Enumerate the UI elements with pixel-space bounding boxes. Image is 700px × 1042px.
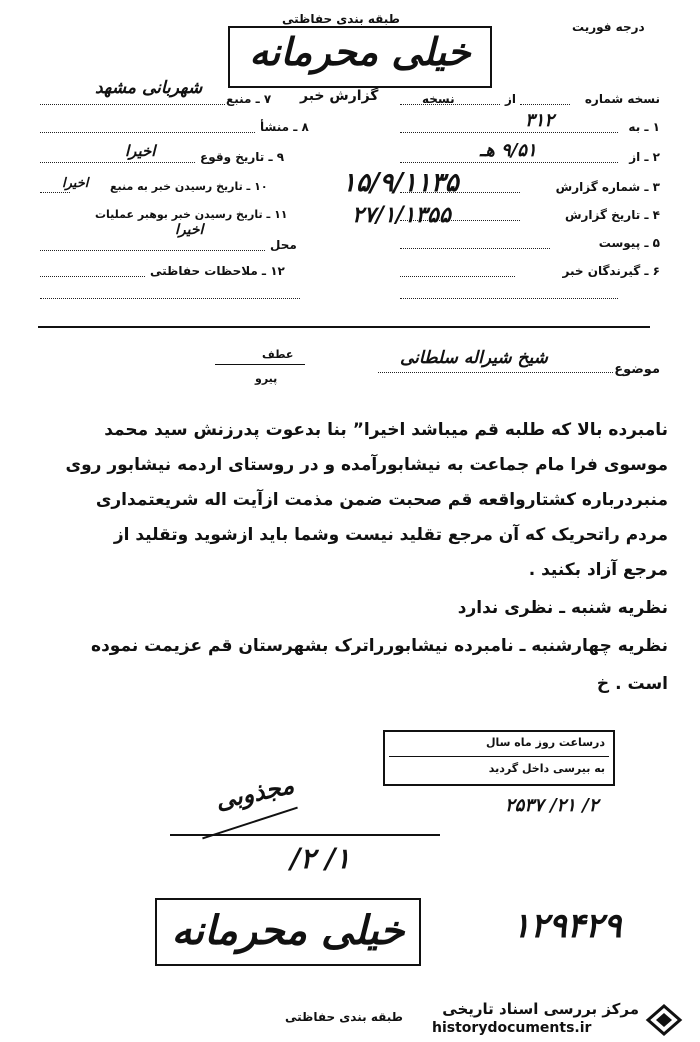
field-recipients-label: ۶ ـ گیرندگان خبر (562, 264, 660, 278)
subject-side-bottom: پیرو (255, 372, 278, 385)
urgency-label: درجه فوریت (572, 20, 645, 34)
opinion-saturday: نظریه شنبه ـ نظری ندارد (457, 598, 668, 618)
watermark-title: مرکز بررسی اسناد تاریخی (442, 1000, 639, 1018)
field-ops-received-value: اخیرا (175, 222, 204, 238)
field-copy-number-prefix: از (505, 92, 517, 106)
watermark (432, 1000, 694, 1040)
subject-side-top: عطف (262, 348, 294, 361)
field-origin-label: ۸ ـ منشأ (260, 120, 309, 134)
top-secret-stamp (228, 26, 492, 88)
field-occurrence-date-value: اخیرا (125, 142, 156, 160)
field-to-label: ۱ ـ به (628, 120, 660, 134)
field-attachment-label: ۵ ـ پیوست (598, 236, 660, 250)
body-line-1: نامبرده بالا که طلبه قم میباشد اخیرا” بنا بدعوت پدرزنش سید محمد (104, 420, 668, 440)
field-ops-received-label: ۱۱ ـ تاریخ رسیدن خبر بوهبر عملیات (95, 208, 288, 221)
field-report-date-label: ۴ ـ تاریخ گزارش (564, 208, 660, 222)
field-location-label: محل (270, 238, 297, 252)
body-line-4: مردم راتحریک که آن مرجع تقلید نیست وشما باید ازشوید وتقلید از (113, 525, 668, 545)
field-source-label: ۷ ـ منبع (226, 92, 272, 106)
top-secret-stamp-text: خیلی محرمانه (249, 29, 471, 74)
signature-underline (170, 834, 440, 836)
field-source-value: شهربانی مشهد (95, 78, 203, 98)
field-to-value: ۳۱۲ (525, 110, 555, 131)
field-security-notes-label: ۱۲ ـ ملاحظات حفاظتی (150, 264, 285, 278)
field-copy-number-suffix: نسخه (422, 92, 455, 106)
handwritten-date: ۱/ ۲/ (290, 842, 351, 875)
field-copy-number-label: نسخه شماره (584, 92, 660, 106)
field-from-label: ۲ ـ از (629, 150, 660, 164)
receipt-stamp-row-2: به بیرسی داخل گردید (488, 762, 605, 775)
opinion-end: است . خ (596, 674, 668, 694)
body-line-3: منبردرباره کشتارواقعه قم صحبت ضمن مذمت ازآیت اله شریعتمداری (95, 490, 668, 510)
opinion-wednesday: نظریه چهارشنبه ـ نامبرده نیشابورراترک بشهرستان قم عزیمت نموده (91, 636, 668, 656)
field-from-value: ۹/۵۱ هـ (480, 140, 537, 161)
classification-top: طبقه بندی حفاظتی (282, 12, 400, 26)
signature: مجذوبی (212, 770, 297, 815)
receipt-stamp-row-1: درساعت روز ماه سال (485, 736, 605, 749)
field-report-date-value: ۲۷/۱/۱۳۵۵ (352, 202, 451, 228)
field-occurrence-date-label: ۹ ـ تاریخ وقوع (200, 150, 285, 164)
subject-value: شیخ شیراله سلطانی (400, 348, 548, 368)
field-source-received-value: اخیرا (62, 176, 89, 191)
stamp-number: ۲/ ۲۱/ ۲۵۳۷ (505, 795, 599, 816)
report-type: گزارش خبر (300, 88, 379, 104)
field-report-number-value: ۱۵/۹/۱۱۳۵ (342, 168, 459, 198)
field-report-number-label: ۳ ـ شماره گزارش (555, 180, 660, 194)
document-number: ۱۲۹۴۲۹ (512, 906, 622, 946)
field-source-received-label: ۱۰ ـ تاریخ رسیدن خبر به منبع (110, 180, 268, 193)
body-line-2: موسوی فرا مام جماعت به نیشابورآمده و در روستای اردمه نیشابور روی (65, 455, 668, 475)
receipt-stamp (383, 730, 615, 786)
subject-label: موضوع (614, 362, 660, 377)
header-divider (38, 326, 650, 328)
subject-side-rule (215, 364, 305, 365)
classification-bottom: طبقه بندی حفاظتی (285, 1010, 403, 1024)
bottom-stamp (155, 898, 421, 966)
body-line-5: مرجع آزاد بکنید . (528, 560, 668, 580)
archive-logo-icon (644, 1002, 684, 1038)
bottom-stamp-text: خیلی محرمانه (171, 907, 405, 954)
watermark-url: historydocuments.ir (432, 1020, 592, 1036)
